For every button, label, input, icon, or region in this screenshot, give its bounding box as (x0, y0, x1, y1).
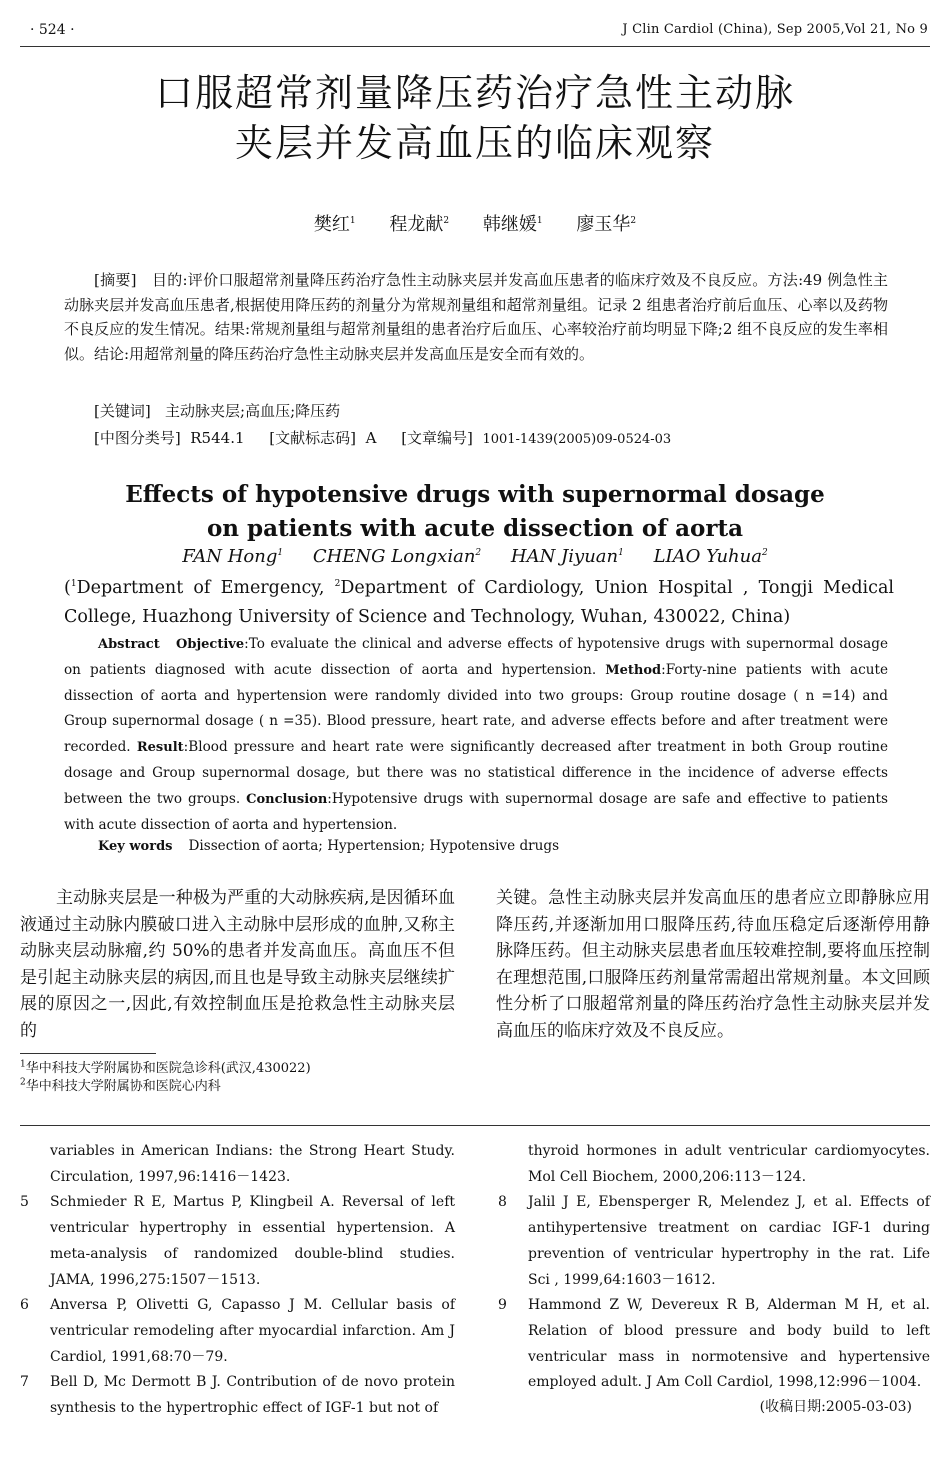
chinese-abstract-text: [摘要] 目的:评价口服超常剂量降压药治疗急性主动脉夹层并发高血压患者的临床疗效及不良反应。方法:49 例急性主动脉夹层并发高血压患者,根据使用降压药的剂量分为常规剂量组和超常剂量组。记录 2 组患者治疗前后血压、心率以及药物不良反应的发生情况。结果:常规剂量组与超常剂量组的患者治疗后血压、心率较治疗前均明显下降;2 组不良反应的发生率相似。结论:用超常剂量的降压药治疗急性主动脉夹层并发高血压是安全而有效的。 (64, 271, 888, 363)
body-paragraph: 关键。急性主动脉夹层并发高血压的患者应立即静脉应用降压药,并逐渐加用口服降压药,待血压稳定后逐渐停用静脉降压药。但主动脉夹层患者血压较难控制,要将血压控制在理想范围,口服降压药剂量常需超出常规剂量。本文回顾性分析了口服超常剂量的降压药治疗急性主动脉夹层并发高血压的临床疗效及不良反应。 (496, 888, 930, 1041)
english-abstract: Abstract Objective:To evaluate the clinical and adverse effects of hypotensive drugs with supernormal dosage on patients diagnosed with acute dissection of aorta and hypertension. Method:Forty-nine patients with acute dissection of aorta and hypertension were randomly divided into two groups: Group routine dosage ( n =14) and Group supernormal dosage ( n =35). Blood pressure, heart rate, and adverse effects before and after treatment were recorded. Result:Blood pressure and heart rate were significantly decreased after treatment in both Group routine dosage and Group supernormal dosage, but there was no statistical difference in the incidence of adverse effects between the two groups. Conclusion:Hypotensive drugs with supernormal dosage are safe and effective to patients with acute dissection of aorta and hypertension. (64, 636, 888, 833)
chinese-title (0, 68, 950, 168)
references-left (20, 1139, 455, 1422)
author: 韩继媛$^1$ (482, 214, 543, 235)
chinese-keywords: [关键词] 主动脉夹层;高血压;降压药 (94, 402, 341, 420)
author: HAN Jiyuan$^1$ (510, 546, 624, 567)
chinese-abstract (64, 268, 888, 366)
english-keywords: Key words Dissection of aorta; Hypertension; Hypotensive drugs (98, 838, 560, 854)
body-paragraph: 主动脉夹层是一种极为严重的大动脉疾病,是因循环血液通过主动脉内膜破口进入主动脉中层形成的血肿,又称主动脉夹层动脉瘤,约 50%的患者并发高血压。高血压不但是引起主动脉夹层的病因,而且也是导致主动脉夹层继续扩展的原因之一,因此,有效控制血压是抢救急性主动脉夹层的 (20, 888, 455, 1041)
footnotes (20, 1060, 311, 1096)
english-affiliation: ($^1$Department of Emergency, $^2$Department of Cardiology, Union Hospital , Tongji Medical College, Huazhong University of Science and Technology, Wuhan, 430022, China) (64, 578, 894, 627)
chinese-authors (0, 210, 950, 236)
chinese-title-line1: 口服超常剂量降压药治疗急性主动脉 (154, 71, 795, 115)
references-right (498, 1139, 930, 1396)
header-rule (20, 46, 930, 47)
classification-line: [中图分类号] R544.1 [文献标志码] A [文章编号] 1001-1439(2005)09-0524-03 (94, 429, 672, 447)
author: CHENG Longxian$^2$ (312, 546, 482, 567)
reference-item: 8 Jalil J E, Ebensperger R, Melendez J, et al. Effects of antihypertensive treatment on cardiac IGF-1 during prevention of ventricular hypertrophy in the rat. Life Sci , 1999,64:1603－1612. (498, 1194, 930, 1288)
received-date: (收稿日期:2005-03-03) (759, 1399, 912, 1415)
references-rule (20, 1125, 930, 1126)
reference-item: 9 Hammond Z W, Devereux R B, Alderman M H, et al. Relation of blood pressure and body build to left ventricular mass in normotensive and hypertensive employed adult. J Am Coll Cardiol, 1998,12:996－1004. (498, 1297, 930, 1391)
author: LIAO Yuhua$^2$ (653, 546, 768, 567)
author: 樊红$^1$ (313, 214, 356, 235)
reference-item: thyroid hormones in adult ventricular cardiomyocytes. Mol Cell Biochem, 2000,206:113－124. (528, 1143, 930, 1185)
page-number: · 524 · (30, 22, 75, 38)
reference-item: variables in American Indians: the Strong Heart Study. Circulation, 1997,96:1416－1423. (50, 1143, 455, 1185)
english-title: Effects of hypotensive drugs with supernormal dosage on patients with acute dissection of aorta (125, 481, 825, 542)
reference-item: 6 Anversa P, Olivetti G, Capasso J M. Cellular basis of ventricular remodeling after myocardial infarction. Am J Cardiol, 1991,68:70－79. (20, 1297, 455, 1365)
journal-citation: J Clin Cardiol (China), Sep 2005,Vol 21, No 9 (622, 22, 928, 37)
reference-item: 5 Schmieder R E, Martus P, Klingbeil A. Reversal of left ventricular hypertrophy in essential hypertension. A meta-analysis of randomized double-blind studies. JAMA, 1996,275:1507－1513. (20, 1194, 455, 1288)
author: 廖玉华$^2$ (576, 214, 637, 235)
chinese-title-line2: 夹层并发高血压的临床观察 (234, 121, 715, 165)
footnote: $^1$华中科技大学附属协和医院急诊科(武汉,430022) (20, 1059, 311, 1076)
author: 程龙献$^2$ (389, 214, 450, 235)
body-column-right (496, 885, 930, 1044)
footnote-rule (20, 1053, 156, 1054)
footnote: $^2$华中科技大学附属协和医院心内科 (20, 1077, 221, 1094)
reference-item: 7 Bell D, Mc Dermott B J. Contribution of de novo protein synthesis to the hypertrophic effect of IGF-1 but not of (20, 1374, 455, 1417)
body-column-left (20, 885, 455, 1044)
english-authors (0, 546, 950, 567)
author: FAN Hong$^1$ (182, 546, 284, 567)
